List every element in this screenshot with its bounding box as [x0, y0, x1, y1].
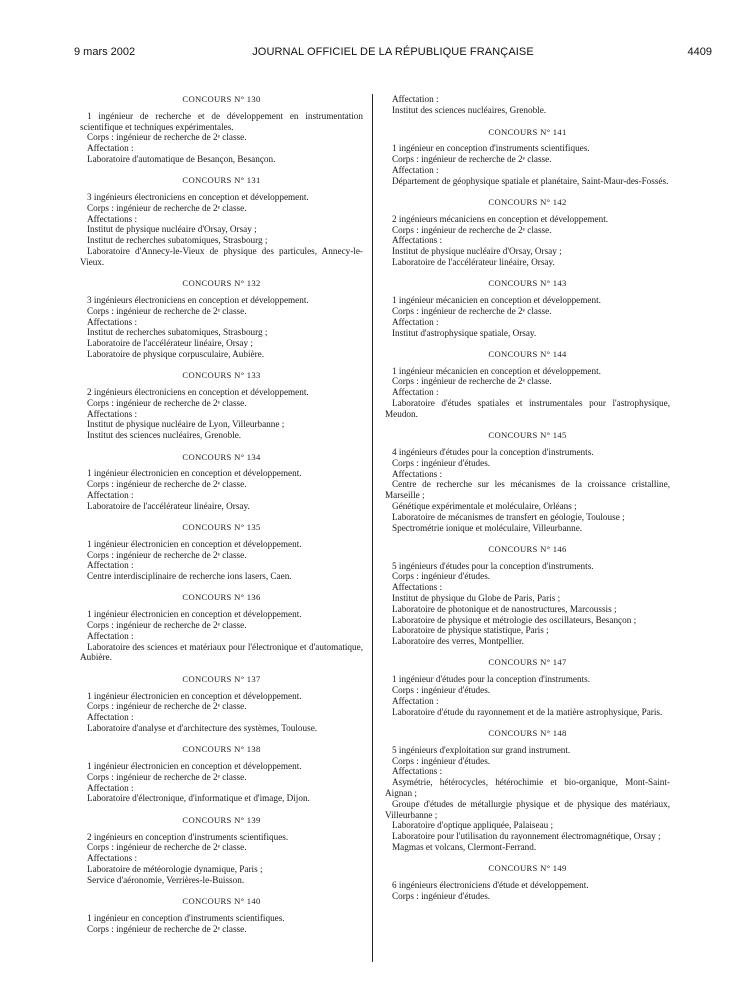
concours-line: Laboratoire pour l'utilisation du rayonnement électromagnétique, Orsay ; — [392, 831, 661, 842]
concours-title: CONCOURS N° 140 — [182, 896, 261, 907]
concours-section — [385, 94, 670, 116]
concours-section — [80, 94, 363, 165]
concours-line: 3 ingénieurs électroniciens en conception et développement. — [87, 294, 309, 305]
concours-line: Corps : ingénieur d'études. — [392, 890, 491, 901]
concours-section — [80, 522, 363, 582]
concours-section — [385, 430, 670, 533]
concours-line: Corps : ingénieur d'études. — [392, 571, 491, 582]
concours-line: Corps : ingénieur de recherche de 2ᵉ classe. — [392, 376, 552, 387]
concours-line: Laboratoire d'analyse et d'architecture des systèmes, Toulouse. — [87, 722, 318, 733]
concours-section — [385, 278, 670, 338]
concours-line: Laboratoire de météorologie dynamique, Paris ; — [87, 863, 263, 874]
concours-title: CONCOURS N° 136 — [182, 592, 261, 603]
concours-line: Laboratoire des verres, Montpellier. — [392, 636, 524, 647]
concours-title: CONCOURS N° 138 — [182, 744, 261, 755]
concours-line: Affectation : — [392, 695, 439, 706]
page-header — [74, 46, 712, 64]
concours-section — [80, 452, 363, 512]
concours-line: Affectation : — [392, 387, 439, 398]
concours-line: Institut de recherches subatomiques, Strasbourg ; — [87, 327, 268, 338]
concours-line: Corps : ingénieur de recherche de 2ᵉ classe. — [87, 842, 247, 853]
concours-line: Affectations : — [392, 468, 443, 479]
concours-line: Corps : ingénieur de recherche de 2ᵉ classe. — [392, 224, 552, 235]
concours-section — [385, 544, 670, 647]
concours-line: Institut de physique du Globe de Paris, Paris ; — [392, 592, 561, 603]
concours-line: Laboratoire d'automatique de Besançon, Besançon. — [87, 153, 276, 164]
concours-line: Institut de physique nucléaire d'Orsay, Orsay ; — [392, 246, 562, 257]
concours-line: Centre interdisciplinaire de recherche ions lasers, Caen. — [87, 571, 292, 582]
concours-line: 2 ingénieurs électroniciens en conception et développement. — [87, 387, 309, 398]
concours-line: Corps : ingénieur de recherche de 2ᵉ classe. — [87, 549, 247, 560]
concours-title: CONCOURS N° 131 — [182, 175, 261, 186]
concours-line: Laboratoire des sciences et matériaux pour l'électronique et d'automatique, Aubière. — [80, 641, 363, 663]
concours-line: Corps : ingénieur de recherche de 2ᵉ classe. — [87, 701, 247, 712]
concours-line: Affectations : — [87, 408, 138, 419]
concours-line: 2 ingénieurs mécaniciens en conception et développement. — [392, 213, 609, 224]
concours-line: Institut des sciences nucléaires, Grenoble. — [392, 104, 547, 115]
concours-title: CONCOURS N° 147 — [488, 657, 567, 668]
header-title: JOURNAL OFFICIEL DE LA RÉPUBLIQUE FRANÇAISE — [252, 46, 534, 58]
concours-line: Génétique expérimentale et moléculaire, Orléans ; — [392, 500, 577, 511]
concours-line: Affectations : — [87, 213, 138, 224]
concours-line: Corps : ingénieur de recherche de 2ᵉ classe. — [87, 923, 247, 934]
concours-line: Corps : ingénieur de recherche de 2ᵉ classe. — [87, 397, 247, 408]
concours-line: 1 ingénieur électronicien en conception et développement. — [87, 609, 302, 620]
concours-line: Laboratoire d'études spatiales et instrumentales pour l'astrophysique, Meudon. — [385, 398, 670, 419]
concours-line: Affectations : — [87, 316, 138, 327]
concours-line: 1 ingénieur électronicien en conception et développement. — [87, 468, 302, 479]
concours-line: 1 ingénieur en conception d'instruments scientifiques. — [87, 912, 285, 923]
concours-line: Affectations : — [87, 853, 138, 864]
concours-title: CONCOURS N° 141 — [488, 126, 567, 137]
concours-line: Laboratoire de physique statistique, Paris ; — [392, 625, 549, 636]
concours-line: Corps : ingénieur de recherche de 2ᵉ classe. — [87, 202, 247, 213]
header-page-number: 4409 — [687, 46, 712, 58]
concours-line: 1 ingénieur électronicien en conception et développement. — [87, 690, 302, 701]
concours-line: Affectation : — [392, 164, 439, 175]
concours-line: 1 ingénieur électronicien en conception et développement. — [87, 538, 302, 549]
concours-title: CONCOURS N° 134 — [182, 451, 261, 462]
concours-line: Spectrométrie ionique et moléculaire, Villeurbanne. — [392, 522, 583, 533]
concours-section — [385, 657, 670, 717]
concours-title: CONCOURS N° 144 — [488, 348, 567, 359]
concours-title: CONCOURS N° 139 — [182, 814, 261, 825]
header-date: 9 mars 2002 — [74, 46, 136, 58]
concours-line: Groupe d'études de métallurgie physique et de physique des matériaux, Villeurbanne ; — [385, 798, 670, 820]
concours-section — [80, 815, 363, 886]
concours-line: Affectation : — [87, 630, 134, 641]
concours-line: Service d'aéronomie, Verrières-le-Buisson. — [87, 874, 245, 885]
concours-section — [80, 592, 363, 663]
concours-line: Laboratoire d'Annecy-le-Vieux de physique des particules, Annecy-le-Vieux. — [80, 246, 363, 267]
concours-section — [80, 175, 363, 267]
concours-line: 5 ingénieurs d'études pour la conception d'instruments. — [392, 560, 594, 571]
concours-line: Institut des sciences nucléaires, Grenoble. — [87, 430, 242, 441]
concours-line: Laboratoire d'étude du rayonnement et de la matière astrophysique, Paris. — [392, 706, 663, 717]
concours-line: Affectation : — [392, 94, 439, 104]
concours-line: Laboratoire de l'accélérateur linéaire, Orsay. — [392, 257, 555, 268]
concours-section — [385, 349, 670, 420]
concours-line: Laboratoire de l'accélérateur linéaire, Orsay. — [87, 500, 250, 511]
concours-section — [80, 278, 363, 360]
concours-title: CONCOURS N° 148 — [488, 727, 567, 738]
concours-line: Laboratoire de mécanismes de transfert en géologie, Toulouse ; — [392, 511, 625, 522]
column-divider — [372, 94, 373, 962]
concours-line: Corps : ingénieur d'études. — [392, 755, 491, 766]
concours-line: 2 ingénieurs en conception d'instruments scientifiques. — [87, 831, 289, 842]
concours-title: CONCOURS N° 143 — [488, 278, 567, 289]
concours-line: Corps : ingénieur d'études. — [392, 685, 491, 696]
concours-line: Institut d'astrophysique spatiale, Orsay. — [392, 327, 537, 338]
concours-line: 6 ingénieurs électroniciens d'étude et développement. — [392, 880, 589, 891]
concours-line: Corps : ingénieur d'études. — [392, 457, 491, 468]
concours-line: Affectation : — [87, 489, 134, 500]
concours-title: CONCOURS N° 149 — [488, 863, 567, 874]
concours-section — [80, 674, 363, 734]
concours-line: Affectation : — [87, 560, 134, 571]
concours-line: Corps : ingénieur de recherche de 2ᵉ classe. — [87, 479, 247, 490]
concours-section — [385, 728, 670, 853]
concours-line: 1 ingénieur électronicien en conception et développement. — [87, 761, 302, 772]
concours-line: Affectations : — [392, 235, 443, 246]
concours-title: CONCOURS N° 130 — [182, 94, 261, 104]
concours-section — [80, 744, 363, 804]
concours-line: Institut de physique nucléaire d'Orsay, Orsay ; — [87, 224, 257, 235]
concours-line: Affectations : — [392, 582, 443, 593]
concours-section — [80, 370, 363, 441]
concours-line: Laboratoire de physique et métrologie des oscillateurs, Besançon ; — [392, 614, 637, 625]
concours-line: Département de géophysique spatiale et planétaire, Saint-Maur-des-Fossés. — [392, 175, 669, 186]
concours-title: CONCOURS N° 137 — [182, 673, 261, 684]
concours-line: Institut de recherches subatomiques, Strasbourg ; — [87, 235, 268, 246]
concours-line: 1 ingénieur d'études pour la conception d'instruments. — [392, 674, 590, 685]
concours-section — [80, 896, 363, 934]
concours-line: Corps : ingénieur de recherche de 2ᵉ classe. — [87, 132, 247, 143]
concours-line: Laboratoire d'optique appliquée, Palaiseau ; — [392, 820, 554, 831]
concours-line: Centre de recherche sur les mécanismes de la croissance cristalline, Marseille ; — [385, 479, 670, 501]
concours-section — [385, 127, 670, 187]
concours-title: CONCOURS N° 132 — [182, 278, 261, 289]
concours-line: Affectation : — [392, 316, 439, 327]
concours-line: 4 ingénieurs d'études pour la conception d'instruments. — [392, 446, 594, 457]
concours-line: Corps : ingénieur de recherche de 2ᵉ classe. — [87, 305, 247, 316]
concours-line: Asymétrie, hétérocycles, hétérochimie et bio-organique, Mont-Saint-Aignan ; — [385, 777, 670, 798]
concours-title: CONCOURS N° 133 — [182, 370, 261, 381]
concours-line: Affectation : — [87, 712, 134, 723]
concours-section — [385, 863, 670, 901]
concours-title: CONCOURS N° 145 — [488, 430, 567, 441]
concours-line: 1 ingénieur mécanicien en conception et développement. — [392, 365, 601, 376]
concours-line: 1 ingénieur en conception d'instruments scientifiques. — [392, 143, 590, 154]
left-column — [80, 94, 363, 945]
concours-line: Corps : ingénieur de recherche de 2ᵉ classe. — [87, 771, 247, 782]
concours-section — [385, 197, 670, 268]
concours-line: Affectation : — [87, 782, 134, 793]
right-column — [385, 94, 670, 912]
concours-line: Affectations : — [392, 766, 443, 777]
concours-line: Laboratoire de l'accélérateur linéaire, Orsay ; — [87, 338, 253, 349]
concours-line: Affectation : — [87, 143, 134, 154]
concours-line: Laboratoire d'électronique, d'informatique et d'image, Dijon. — [87, 793, 310, 804]
concours-line: Corps : ingénieur de recherche de 2ᵉ classe. — [87, 620, 247, 631]
concours-title: CONCOURS N° 142 — [488, 197, 567, 208]
concours-line: Magmas et volcans, Clermont-Ferrand. — [392, 841, 537, 852]
concours-line: Corps : ingénieur de recherche de 2ᵉ classe. — [392, 305, 552, 316]
concours-line: Laboratoire de physique corpusculaire, Aubière. — [87, 348, 265, 359]
concours-line: Institut de physique nucléaire de Lyon, Villeurbanne ; — [87, 419, 285, 430]
concours-line: Corps : ingénieur de recherche de 2ᵉ classe. — [392, 154, 552, 165]
concours-title: CONCOURS N° 146 — [488, 543, 567, 554]
concours-title: CONCOURS N° 135 — [182, 522, 261, 532]
concours-line: 5 ingénieurs d'exploitation sur grand instrument. — [392, 744, 571, 755]
concours-line: 3 ingénieurs électroniciens en conception et développement. — [87, 192, 309, 203]
concours-line: Laboratoire de photonique et de nanostructures, Marcoussis ; — [392, 603, 617, 614]
concours-line: 1 ingénieur de recherche et de développement en instrumentation scientifique et techniques expérimentales. — [80, 110, 363, 132]
concours-line: 1 ingénieur mécanicien en conception et développement. — [392, 295, 601, 306]
